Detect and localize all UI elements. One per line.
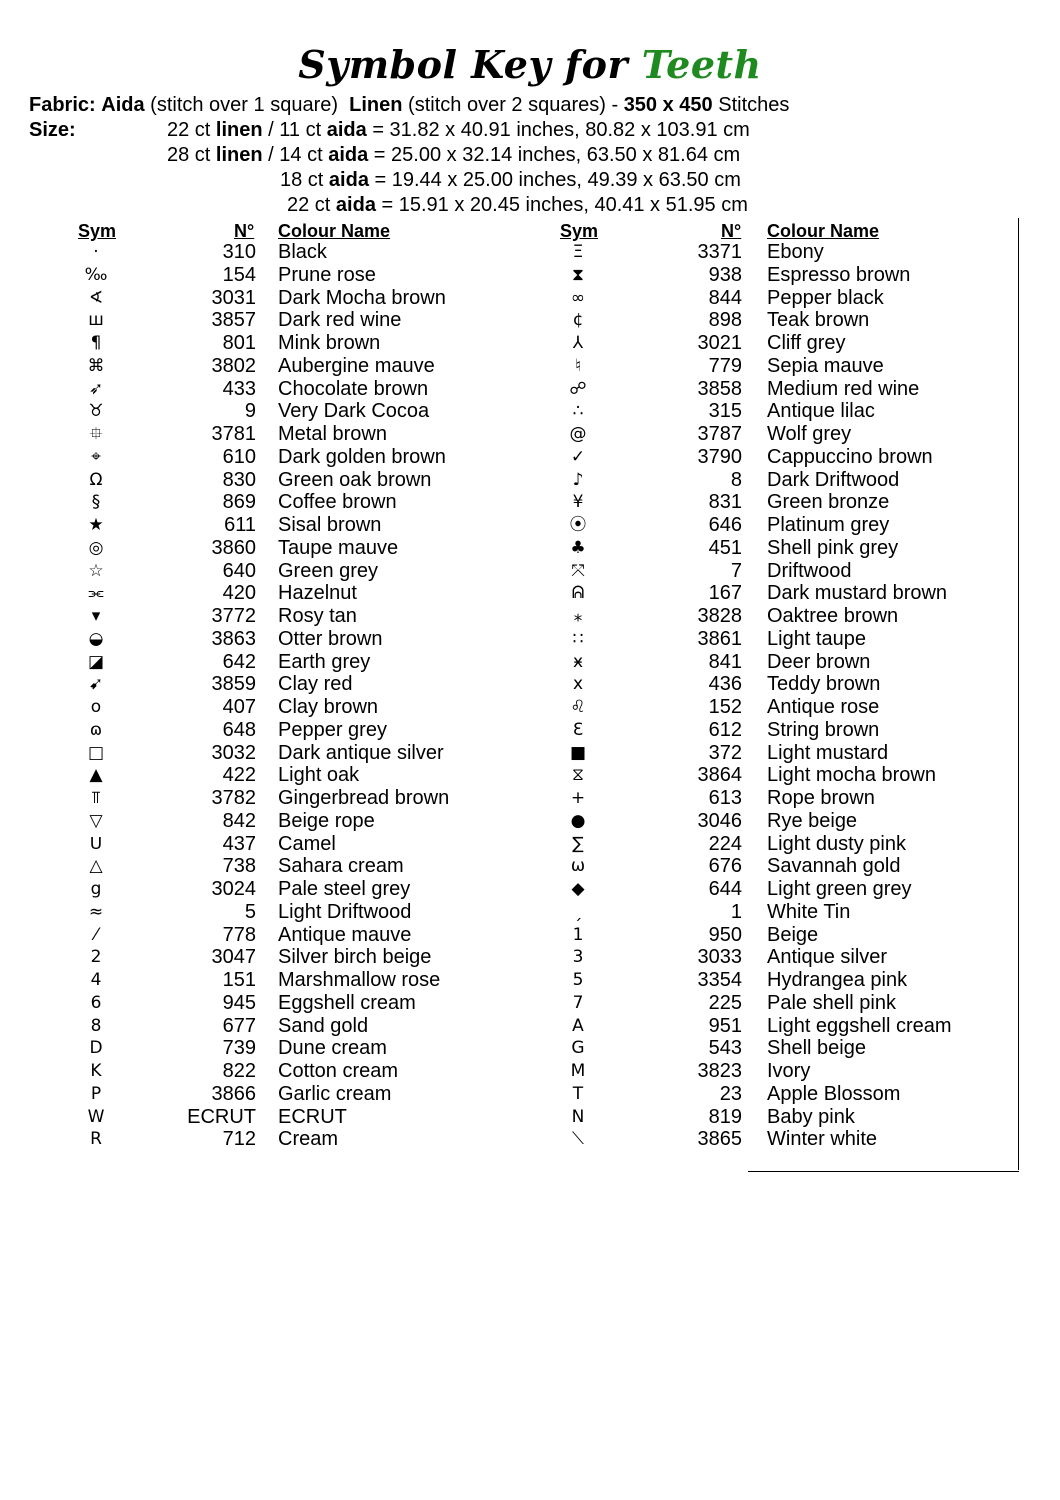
symbol-glyph: ·	[93, 242, 99, 262]
thread-number: 819	[708, 1105, 742, 1128]
stitches-word: Stitches	[718, 94, 790, 116]
symbol-glyph: 1	[572, 924, 584, 945]
size-count-2: / 11 ct	[268, 119, 322, 141]
colour-name: Antique lilac	[767, 400, 875, 423]
size-count: 28 ct	[167, 144, 211, 166]
symbol-glyph: ▽	[89, 810, 103, 831]
colour-name: Cream	[278, 1128, 339, 1151]
title-prefix: Symbol Key for	[298, 42, 628, 87]
symbol-glyph: G	[571, 1038, 585, 1059]
thread-number: 3823	[697, 1060, 742, 1082]
thread-number: 8	[730, 468, 742, 491]
thread-number: 451	[708, 536, 742, 559]
colour-name: Clay red	[278, 673, 353, 696]
thread-number: 613	[708, 787, 742, 809]
symbol-glyph: N	[571, 1106, 585, 1127]
symbol-glyph: T	[572, 1083, 584, 1104]
symbol-glyph: ⯐	[89, 424, 103, 444]
symbol-glyph: 8	[90, 1015, 102, 1036]
thread-number: 372	[708, 741, 742, 764]
thread-number: 822	[222, 1060, 256, 1082]
symbol-glyph: ¢	[572, 310, 584, 331]
colour-name: Teak brown	[767, 309, 870, 332]
symbol-glyph: ⧗	[572, 264, 584, 285]
thread-number: 154	[222, 263, 256, 286]
colour-name: Beige	[767, 923, 819, 946]
symbol-glyph: Ω	[89, 469, 103, 490]
thread-number: 3859	[211, 673, 256, 696]
symbol-glyph: ◆	[571, 879, 585, 899]
symbol-glyph: ♮	[574, 355, 582, 376]
colour-name: Apple Blossom	[767, 1082, 901, 1105]
symbol-glyph: ♌	[570, 697, 586, 717]
colour-name: ECRUT	[278, 1105, 347, 1128]
symbol-glyph: ӿ	[572, 651, 584, 672]
thread-number: 1	[730, 900, 742, 923]
colour-name: Aubergine mauve	[278, 354, 435, 377]
symbol-glyph: 5	[572, 970, 584, 990]
thread-number: 831	[708, 491, 742, 514]
symbol-glyph: @	[569, 424, 587, 444]
colour-name: Antique mauve	[278, 923, 412, 946]
colour-name: Otter brown	[278, 627, 383, 650]
thread-number: 830	[222, 468, 256, 491]
thread-number: 3033	[697, 946, 742, 969]
colour-name: Platinum grey	[767, 514, 890, 536]
size-count: 22 ct	[287, 194, 331, 216]
thread-number: 646	[708, 514, 742, 536]
size-fabric-2: aida	[328, 144, 369, 166]
thread-number: 869	[222, 491, 256, 514]
colour-name: Dark Mocha brown	[278, 286, 446, 309]
left-num-header: N°	[234, 221, 255, 241]
symbol-glyph: ➶	[88, 378, 104, 399]
colour-name: Antique silver	[767, 946, 888, 969]
thread-number: 951	[708, 1014, 742, 1037]
symbol-glyph: ¶	[90, 333, 102, 353]
thread-number: 677	[222, 1014, 256, 1037]
thread-number: 543	[708, 1037, 742, 1060]
symbol-glyph: ♉	[88, 401, 104, 422]
aida-label: Aida	[101, 94, 145, 116]
colour-name: Wolf grey	[767, 423, 852, 445]
colour-name: Driftwood	[767, 559, 852, 582]
thread-number: 3032	[211, 741, 256, 764]
symbol-glyph: 3	[572, 947, 584, 968]
colour-name: Very Dark Cocoa	[278, 400, 430, 423]
colour-name: String brown	[767, 718, 880, 741]
symbol-glyph: ◎	[88, 537, 104, 558]
thread-number: 898	[708, 309, 742, 332]
page-title	[0, 42, 1060, 87]
left-name-header: Colour Name	[278, 221, 391, 241]
thread-number: 3787	[697, 423, 742, 445]
symbol-glyph: ⁄	[94, 924, 98, 945]
title-subject: Teeth	[641, 42, 762, 87]
symbol-glyph: ¥	[572, 492, 584, 513]
colour-name: Antique rose	[767, 696, 880, 718]
symbol-glyph: ▾	[91, 606, 101, 626]
colour-name: Pale shell pink	[767, 991, 896, 1014]
symbol-glyph: ≈	[88, 901, 104, 922]
colour-name: Shell pink grey	[767, 536, 899, 559]
symbol-glyph: ⌘	[87, 355, 105, 376]
thread-number: 3371	[697, 241, 742, 263]
size-fabric: aida	[335, 194, 376, 216]
size-fabric: linen	[215, 119, 263, 141]
thread-number: 9	[244, 400, 256, 423]
colour-name: Mink brown	[278, 332, 381, 354]
colour-name: Light dusty pink	[767, 832, 906, 855]
thread-number: 3772	[211, 605, 256, 627]
linen-note: (stitch over 2 squares) -	[408, 94, 619, 116]
thread-number: 648	[222, 718, 256, 741]
colour-name: Green bronze	[767, 491, 890, 514]
thread-number: 950	[708, 923, 742, 946]
symbol-glyph: ★	[88, 515, 104, 535]
colour-name: Dark mustard brown	[767, 582, 948, 605]
colour-name: Marshmallow rose	[278, 969, 441, 991]
symbol-glyph: ω	[570, 856, 586, 877]
colour-name: Dark red wine	[278, 309, 402, 332]
colour-name: Pale steel grey	[278, 878, 411, 900]
colour-name: Pepper black	[767, 286, 884, 309]
symbol-glyph: ᕱ	[571, 583, 585, 604]
colour-name: Sahara cream	[278, 855, 404, 878]
colour-name: Rope brown	[767, 787, 875, 809]
colour-name: Espresso brown	[767, 263, 911, 286]
left-sym-header: Sym	[78, 221, 117, 241]
thread-number: 779	[708, 354, 742, 377]
size-fabric: aida	[328, 169, 369, 191]
symbol-glyph: +	[570, 788, 586, 808]
thread-number: 3863	[211, 627, 256, 650]
thread-number: 315	[708, 400, 742, 423]
thread-number: 3864	[697, 764, 742, 787]
fabric-line	[29, 93, 789, 118]
size-dimensions: = 25.00 x 32.14 inches, 63.50 x 81.64 cm	[373, 144, 741, 166]
thread-number: 842	[222, 809, 256, 832]
symbol-glyph: ⫪	[91, 788, 101, 808]
symbol-glyph: ɷ	[89, 719, 103, 740]
colour-name: Sisal brown	[278, 514, 382, 536]
colour-name: Deer brown	[767, 650, 871, 673]
symbol-glyph: ◪	[87, 651, 105, 672]
colour-name: Cliff grey	[767, 332, 846, 354]
thread-number: 167	[708, 582, 742, 605]
symbol-glyph: ⌖	[91, 446, 101, 467]
symbol-glyph: 2	[90, 947, 102, 968]
size-line-4	[287, 193, 748, 218]
thread-number: 712	[222, 1128, 256, 1151]
thread-number: 23	[719, 1082, 742, 1105]
thread-number: 3828	[697, 605, 742, 627]
thread-number: 420	[222, 582, 256, 605]
colour-name: Oaktree brown	[767, 605, 899, 627]
symbol-glyph: ⟍	[572, 1129, 584, 1150]
size-fabric-2: aida	[326, 119, 367, 141]
symbol-glyph: ▲	[89, 765, 103, 786]
symbol-glyph: §	[91, 492, 101, 513]
thread-number: ECRUT	[187, 1105, 256, 1128]
thread-number: 407	[222, 696, 256, 718]
thread-number: 3866	[211, 1082, 256, 1105]
thread-number: 3782	[211, 787, 256, 809]
thread-number: 642	[222, 650, 256, 673]
thread-number: 3046	[697, 809, 742, 832]
size-line-1	[29, 118, 750, 143]
colour-name: Light mustard	[767, 741, 889, 764]
symbol-glyph: W	[87, 1106, 105, 1127]
symbol-glyph: ☍	[569, 378, 587, 399]
thread-number: 3031	[211, 286, 256, 309]
symbol-glyph: ♪	[572, 469, 584, 490]
colour-name: Hydrangea pink	[767, 969, 908, 991]
thread-number: 3860	[211, 536, 256, 559]
colour-name: Garlic cream	[278, 1082, 392, 1105]
thread-number: 3802	[211, 354, 256, 377]
thread-number: 801	[222, 332, 256, 354]
right-sym-header: Sym	[560, 221, 599, 241]
thread-number: 3858	[697, 377, 742, 400]
colour-name: Sepia mauve	[767, 354, 884, 377]
colour-name: Black	[278, 241, 327, 263]
thread-number: 676	[708, 855, 742, 878]
colour-name: Dark antique silver	[278, 741, 444, 764]
thread-number: 7	[730, 559, 742, 582]
symbol-glyph: D	[89, 1038, 103, 1059]
thread-number: 5	[244, 900, 256, 923]
symbol-glyph: o	[90, 697, 102, 717]
fabric-label: Fabric:	[29, 94, 96, 116]
size-line-3	[280, 168, 741, 193]
symbol-glyph: Ξ	[572, 242, 584, 262]
thread-number: 610	[222, 445, 256, 468]
aida-note: (stitch over 1 square)	[150, 94, 339, 116]
thread-number: 437	[222, 832, 256, 855]
colour-name: Silver birch beige	[278, 946, 432, 969]
thread-number: 436	[708, 673, 742, 696]
symbol-glyph: R	[90, 1129, 102, 1150]
thread-number: 739	[222, 1037, 256, 1060]
thread-number: 612	[708, 718, 742, 741]
colour-name: Dark Driftwood	[767, 468, 900, 491]
symbol-glyph: ⅄	[572, 333, 584, 353]
thread-number: 3865	[697, 1128, 742, 1151]
colour-name: Pepper grey	[278, 718, 387, 741]
thread-number: 738	[222, 855, 256, 878]
symbol-glyph: ∢	[88, 287, 104, 308]
symbol-glyph: ◒	[88, 628, 104, 649]
colour-name: Rosy tan	[278, 605, 357, 627]
size-count: 18 ct	[280, 169, 324, 191]
thread-number: 225	[708, 991, 742, 1014]
size-line-2	[167, 143, 740, 168]
symbol-glyph: P	[90, 1083, 102, 1104]
symbol-glyph: ∴	[572, 401, 584, 422]
colour-name: Eggshell cream	[278, 991, 416, 1014]
size-dimensions: = 15.91 x 20.45 inches, 40.41 x 51.95 cm	[381, 194, 748, 216]
symbol-glyph: g	[90, 879, 102, 899]
thread-number: 3790	[697, 445, 742, 468]
symbol-glyph: ➹	[88, 674, 104, 695]
colour-name: Winter white	[767, 1128, 878, 1151]
thread-number: 640	[222, 559, 256, 582]
colour-name: Chocolate brown	[278, 377, 429, 400]
thread-number: 3024	[211, 878, 256, 900]
symbol-glyph: K	[90, 1061, 102, 1081]
colour-name: Baby pink	[767, 1105, 855, 1128]
symbol-glyph: ш	[88, 310, 104, 331]
thread-number: 778	[222, 923, 256, 946]
size-count-2: / 14 ct	[268, 144, 323, 166]
symbol-glyph: M	[570, 1061, 586, 1081]
thread-number: 844	[708, 286, 742, 309]
colour-name: Cappuccino brown	[767, 445, 933, 468]
right-border	[1018, 218, 1019, 1170]
symbol-glyph: ⤧	[571, 560, 585, 581]
symbol-glyph: □	[87, 742, 105, 763]
thread-number: 611	[224, 514, 256, 536]
symbol-glyph: 6	[90, 992, 102, 1013]
colour-name: Medium red wine	[767, 377, 920, 400]
colour-name: Light oak	[278, 764, 360, 787]
thread-number: 310	[222, 241, 256, 263]
colour-name: Metal brown	[278, 423, 387, 445]
colour-name: Cotton cream	[278, 1060, 399, 1082]
colour-name: Coffee brown	[278, 491, 397, 514]
linen-label: Linen	[349, 94, 403, 116]
thread-number: 938	[708, 263, 742, 286]
size-fabric: linen	[215, 144, 263, 166]
thread-number: 945	[222, 991, 256, 1014]
thread-number: 841	[708, 650, 742, 673]
size-count: 22 ct	[167, 119, 211, 141]
colour-name: Earth grey	[278, 650, 371, 673]
symbol-glyph: 7	[572, 992, 584, 1013]
symbol-glyph: ⫘	[88, 583, 104, 604]
symbol-glyph: ♣	[570, 537, 586, 558]
symbol-glyph: ˏ	[573, 901, 583, 922]
symbol-glyph: ᑌ	[89, 833, 103, 854]
colour-name: Light mocha brown	[767, 764, 936, 787]
thread-number: 3857	[211, 309, 256, 332]
size-dimensions: = 31.82 x 40.91 inches, 80.82 x 103.91 cm	[372, 119, 750, 141]
symbol-glyph: ∞	[570, 287, 586, 308]
colour-name: Green grey	[278, 559, 379, 582]
thread-number: 3861	[697, 627, 742, 650]
symbol-glyph: ☆	[88, 560, 104, 581]
symbol-glyph: ∷	[572, 628, 584, 649]
symbol-glyph: A	[572, 1015, 584, 1036]
colour-name: Light taupe	[767, 627, 866, 650]
thread-number: 433	[222, 377, 256, 400]
colour-name: Beige rope	[278, 809, 375, 832]
thread-number: 3354	[697, 969, 742, 991]
size-dimensions: = 19.44 x 25.00 inches, 49.39 x 63.50 cm	[374, 169, 741, 191]
symbol-glyph: Ɛ	[572, 719, 584, 740]
right-name-header: Colour Name	[767, 221, 880, 241]
colour-name: Gingerbread brown	[278, 787, 450, 809]
colour-name: Ivory	[767, 1060, 811, 1082]
colour-name: Clay brown	[278, 696, 379, 718]
colour-name: Savannah gold	[767, 855, 901, 878]
thread-number: 3781	[211, 423, 256, 445]
bottom-border	[748, 1171, 1019, 1172]
colour-name: Light Driftwood	[278, 900, 412, 923]
thread-number: 3047	[211, 946, 256, 969]
symbol-glyph: ⦿	[569, 515, 587, 535]
symbol-glyph: ⁎	[573, 606, 583, 626]
symbol-glyph: x	[572, 674, 584, 695]
symbol-glyph: ●	[570, 810, 586, 831]
symbol-glyph: 4	[90, 970, 102, 990]
colour-name: Prune rose	[278, 263, 376, 286]
symbol-glyph: ■	[569, 742, 587, 763]
colour-name: Teddy brown	[767, 673, 881, 696]
thread-number: 151	[222, 969, 256, 991]
colour-name: White Tin	[767, 900, 851, 923]
thread-number: 224	[708, 832, 742, 855]
thread-number: 422	[222, 764, 256, 787]
colour-name: Camel	[278, 832, 336, 855]
colour-name: Taupe mauve	[278, 536, 399, 559]
right-num-header: N°	[721, 221, 742, 241]
colour-name: Rye beige	[767, 809, 858, 832]
colour-name: Shell beige	[767, 1037, 866, 1060]
colour-name: Green oak brown	[278, 468, 432, 491]
symbol-glyph: ‰	[84, 264, 108, 285]
thread-number: 644	[708, 878, 742, 900]
colour-name: Hazelnut	[278, 582, 357, 605]
stitches-count: 350 x 450	[623, 94, 713, 116]
colour-name: Dark golden brown	[278, 445, 446, 468]
colour-name: Light green grey	[767, 878, 912, 900]
symbol-glyph: ⧖	[572, 765, 584, 786]
size-label: Size:	[29, 119, 76, 141]
symbol-glyph: ∑	[572, 833, 584, 854]
colour-name: Sand gold	[278, 1014, 369, 1037]
colour-name: Ebony	[767, 241, 824, 263]
symbol-glyph: ✓	[570, 446, 586, 467]
thread-number: 152	[708, 696, 742, 718]
colour-name: Light eggshell cream	[767, 1014, 952, 1037]
thread-number: 3021	[697, 332, 742, 354]
symbol-glyph: △	[89, 856, 103, 877]
colour-name: Dune cream	[278, 1037, 387, 1060]
